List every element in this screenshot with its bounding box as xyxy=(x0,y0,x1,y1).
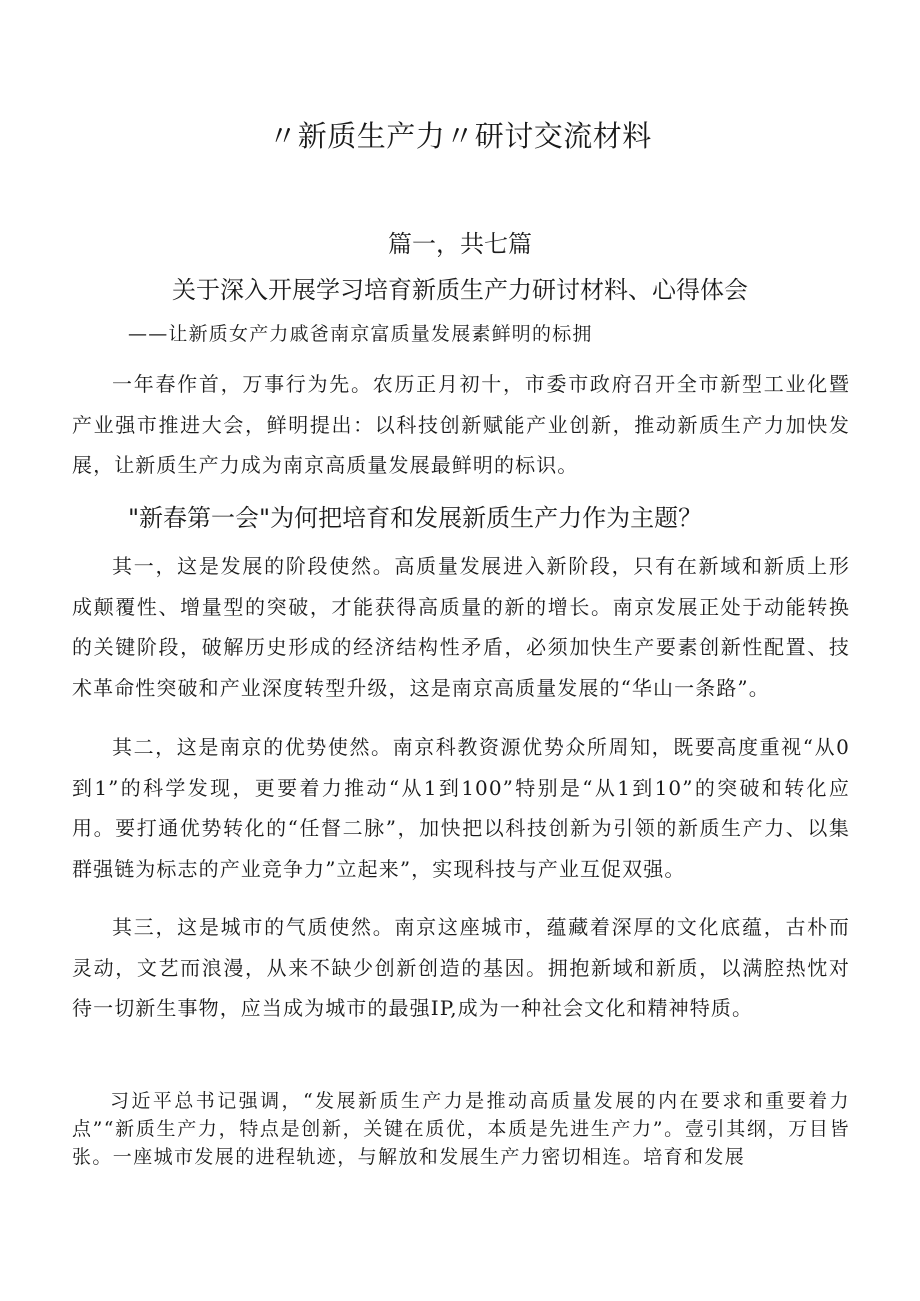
paragraph-intro: 一年春作首，万事行为先。农历正月初十，市委市政府召开全市新型工业化暨产业强市推进大会，鲜明提出：以科技创新赋能产业创新，推动新质生产力加快发展，让新质生产力成为南京高质量发展最鲜明的标识。 xyxy=(72,372,850,477)
paragraph-reason-two: 其二，这是南京的优势使然。南京科教资源优势众所周知，既要高度重视“从0到1”的科学发现，更要着力推动“从1到100”特别是“从1到10”的突破和转化应用。要打通优势转化的“任督二脉”，加快把以科技创新为引领的新质生产力、以集群强链为标志的产业竞争力”立起来”，实现科技与产业互促双强。 xyxy=(72,735,850,881)
question-heading: "新春第一会"为何把培育和发展新质生产力作为主题？ xyxy=(128,504,703,532)
paragraph-quote: 习近平总书记强调，“发展新质生产力是推动高质量发展的内在要求和重要着力点”“新质生产力，特点是创新，关键在质优，本质是先进生产力”。壹引其纲，万目皆张。一座城市发展的进程轨迹，与解放和发展生产力密切相连。培育和发展 xyxy=(72,1090,850,1168)
paragraph-reason-three: 其三，这是城市的气质使然。南京这座城市，蕴藏着深厚的文化底蕴，古朴而灵动，文艺而浪漫，从来不缺少创新创造的基因。拥抱新域和新质，以满腔热忱对待一切新生事物，应当成为城市的最强IP,成为一种社会文化和精神特质。 xyxy=(72,915,850,1020)
document-title: 〃新质生产力〃研讨交流材料 xyxy=(268,119,652,153)
paragraph-reason-one: 其一，这是发展的阶段使然。高质量发展进入新阶段，只有在新域和新质上形成颠覆性、增量型的突破，才能获得高质量的新的增长。南京发展正处于动能转换的关键阶段，破解历史形成的经济结构性矛盾，必须加快生产要素创新性配置、技术革命性突破和产业深度转型升级，这是南京高质量发展的“华山一条路”。 xyxy=(72,554,850,700)
article-byline: ——让新质女产力戚爸南京富质量发展素鲜明的标拥 xyxy=(128,323,593,345)
article-title: 关于深入开展学习培育新质生产力研讨材料、心得体会 xyxy=(172,276,748,304)
part-label: 篇一，共七篇 xyxy=(388,230,532,258)
